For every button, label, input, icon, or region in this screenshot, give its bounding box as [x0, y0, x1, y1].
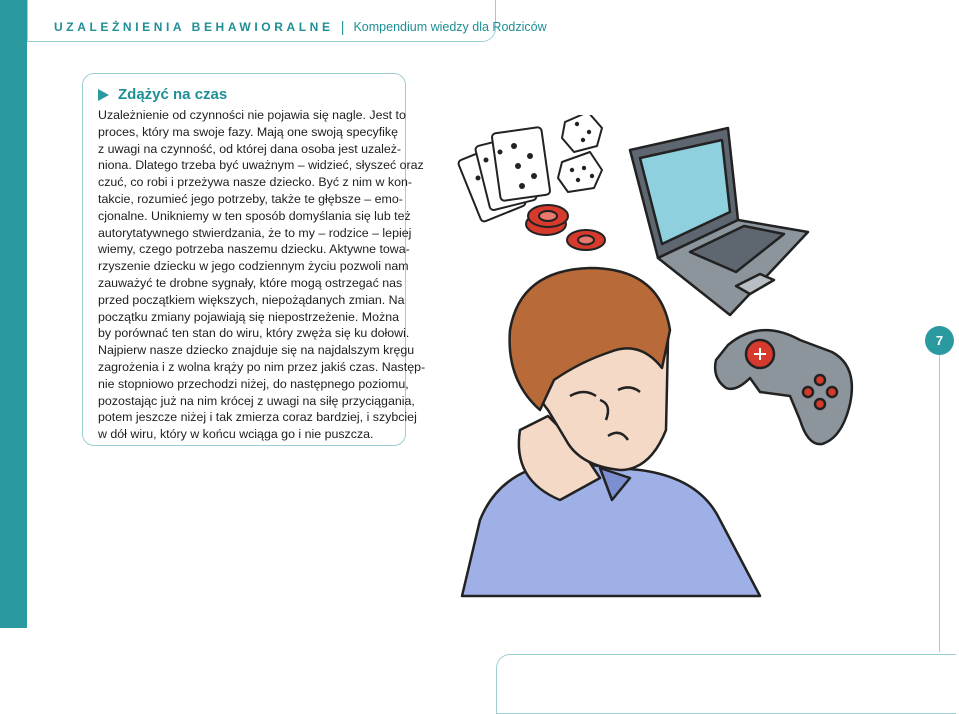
article-line: takcie, rozumieć jego potrzeby, także te głębsze – emo- — [98, 191, 403, 206]
gamepad-icon — [715, 330, 852, 444]
article-line: w dół wiru, który w końcu wciąga go i nie puszcza. — [98, 427, 374, 442]
illustration — [455, 115, 875, 600]
right-frame-line — [939, 355, 940, 652]
article-title: Zdążyć na czas — [118, 86, 228, 103]
article-line: autorytatywnego stwierdzania, że to my – rodzice – lepiej — [98, 225, 412, 240]
page-number-badge — [925, 326, 954, 355]
article-line: proces, który ma swoje fazy. Mają one swoją specyfikę — [98, 124, 399, 139]
article-body — [98, 107, 426, 443]
casino-chips-icon — [526, 205, 605, 250]
article-line: początku zmiany pojawiają się niepostrzeżenie. Można — [98, 309, 399, 324]
article-line: nie stopniowo przechodzi niżej, do następnego poziomu, — [98, 376, 409, 391]
article-line: zagrożenia i z wolna krąży po nim przez jakiś czas. Następ- — [98, 359, 426, 374]
footer-frame — [496, 654, 956, 714]
article-line: by porównać ten stan do wiru, który zwęża się ku dołowi. — [98, 326, 410, 341]
article-line: czuć, co robi i przeżywa nasze dziecko. Być z nim w kon- — [98, 175, 413, 190]
article-line: cjonalne. Unikniemy w ten sposób domyślania się lub też — [98, 208, 411, 223]
article-line: z uwagi na czynność, od której dana osoba jest uzależ- — [98, 141, 402, 156]
dice-icon — [558, 115, 602, 192]
article-line: wiemy, czego potrzeba naszemu dziecku. Aktywne towa- — [98, 242, 410, 257]
header-subtitle: Kompendium wiedzy dla Rodziców — [353, 20, 547, 34]
side-color-bar — [0, 0, 27, 628]
header-separator: | — [340, 18, 345, 36]
header-brand: UZALEŻNIENIA BEHAWIORALNE — [54, 20, 334, 34]
laptop-icon — [630, 128, 808, 315]
article-heading — [98, 86, 227, 103]
article-line: pozostając już na nim krócej z uwagi na siłę przyciągania, — [98, 393, 415, 408]
article-line: Najpierw nasze dziecko znajduje się na najdalszym kręgu — [98, 343, 415, 358]
article-line: potem jeszcze niżej i tak zmierza coraz bardziej, i szybciej — [98, 410, 417, 425]
article-line: Uzależnienie od czynności nie pojawia się nagle. Jest to — [98, 108, 406, 122]
article-line: zauważyć te drobne sygnały, które mogą ostrzegać nas — [98, 275, 403, 290]
article-line: niona. Dlatego trzeba być uważnym – widzieć, słyszeć oraz — [98, 158, 424, 173]
boy-figure — [462, 268, 760, 596]
article-line: przed początkiem większych, niepożądanych zmian. Na — [98, 292, 405, 307]
page-header — [54, 19, 547, 35]
play-triangle-icon — [98, 89, 109, 101]
article-line: rzyszenie dziecku w jego codziennym życiu pozwoli nam — [98, 259, 409, 274]
page-number: 7 — [935, 333, 944, 348]
